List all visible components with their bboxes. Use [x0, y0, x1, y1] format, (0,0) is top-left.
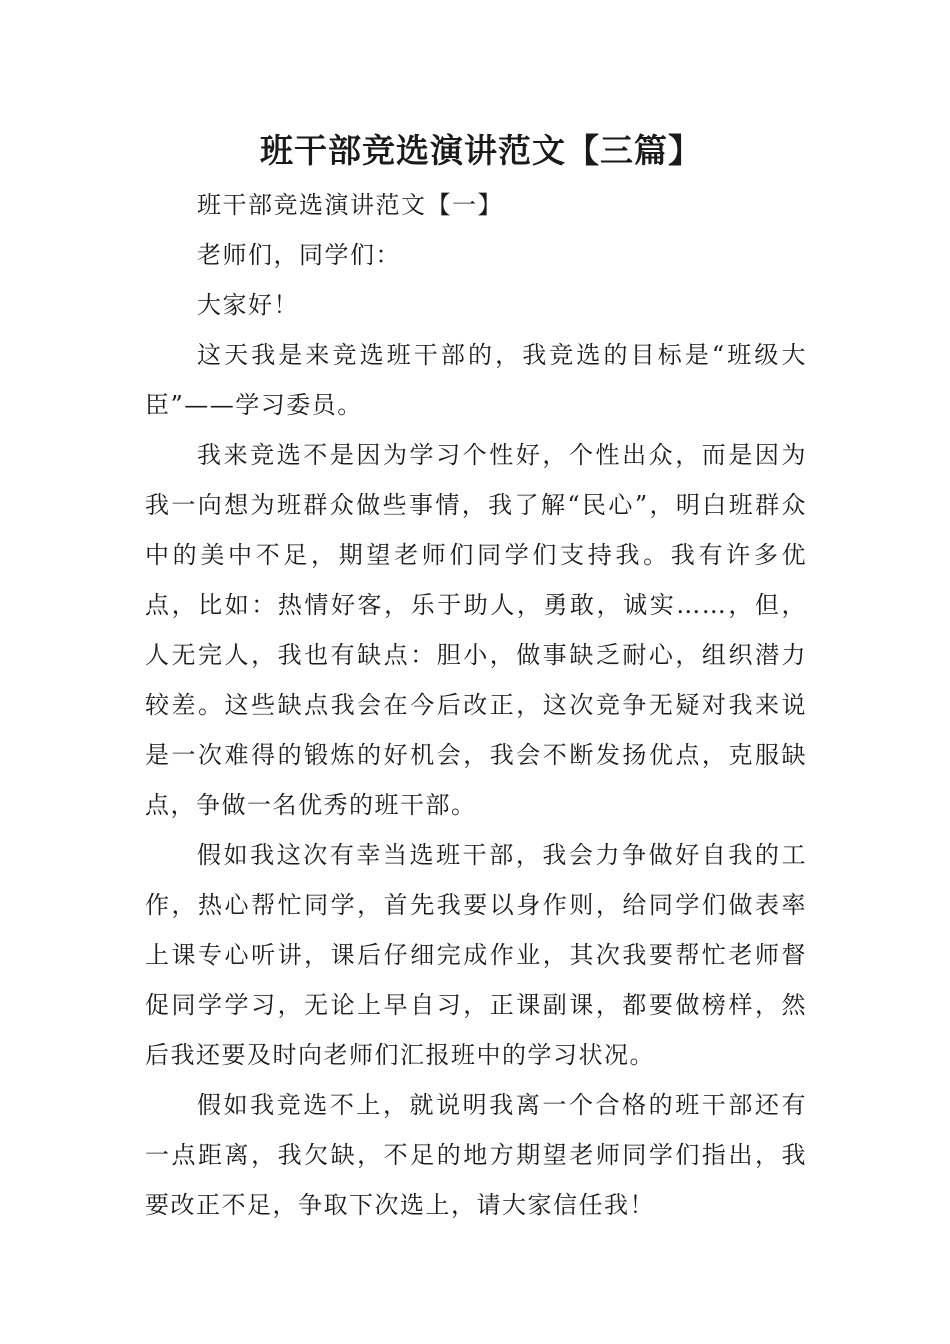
section-heading: 班干部竞选演讲范文【一】	[197, 191, 503, 219]
salutation: 老师们，同学们：	[197, 241, 401, 269]
document-body	[145, 122, 807, 1230]
paragraph-plans: 假如我这次有幸当选班干部，我会力争做好自我的工作，热心帮忙同学，首先我要以身作则，给同学们做表率上课专心听讲，课后仔细完成作业，其次我要帮忙老师督促同学学习，无论上早自习，正课副课，都要做榜样，然后我还要及时向老师们汇报班中的学习状况。	[145, 841, 807, 1069]
document-title: 班干部竞选演讲范文【三篇】	[260, 131, 702, 170]
paragraph-reasons: 我来竞选不是因为学习个性好，个性出众，而是因为我一向想为班群众做些事情，我了解“民心”，明白班群众中的美中不足，期望老师们同学们支持我。我有许多优点，比如：热情好客，乐于助人，勇敢，诚实……，但，人无完人，我也有缺点：胆小，做事缺乏耐心，组织潜力较差。这些缺点我会在今后改正，这次竞争无疑对我来说是一次难得的锻炼的好机会，我会不断发扬优点，克服缺点，争做一名优秀的班干部。	[145, 441, 807, 819]
paragraph-closing: 假如我竞选不上，就说明我离一个合格的班干部还有一点距离，我欠缺，不足的地方期望老师同学们指出，我要改正不足，争取下次选上，请大家信任我！	[145, 1091, 807, 1219]
paragraph-intro: 这天我是来竞选班干部的，我竞选的目标是“班级大臣”——学习委员。	[145, 341, 807, 419]
greeting: 大家好！	[197, 291, 299, 319]
